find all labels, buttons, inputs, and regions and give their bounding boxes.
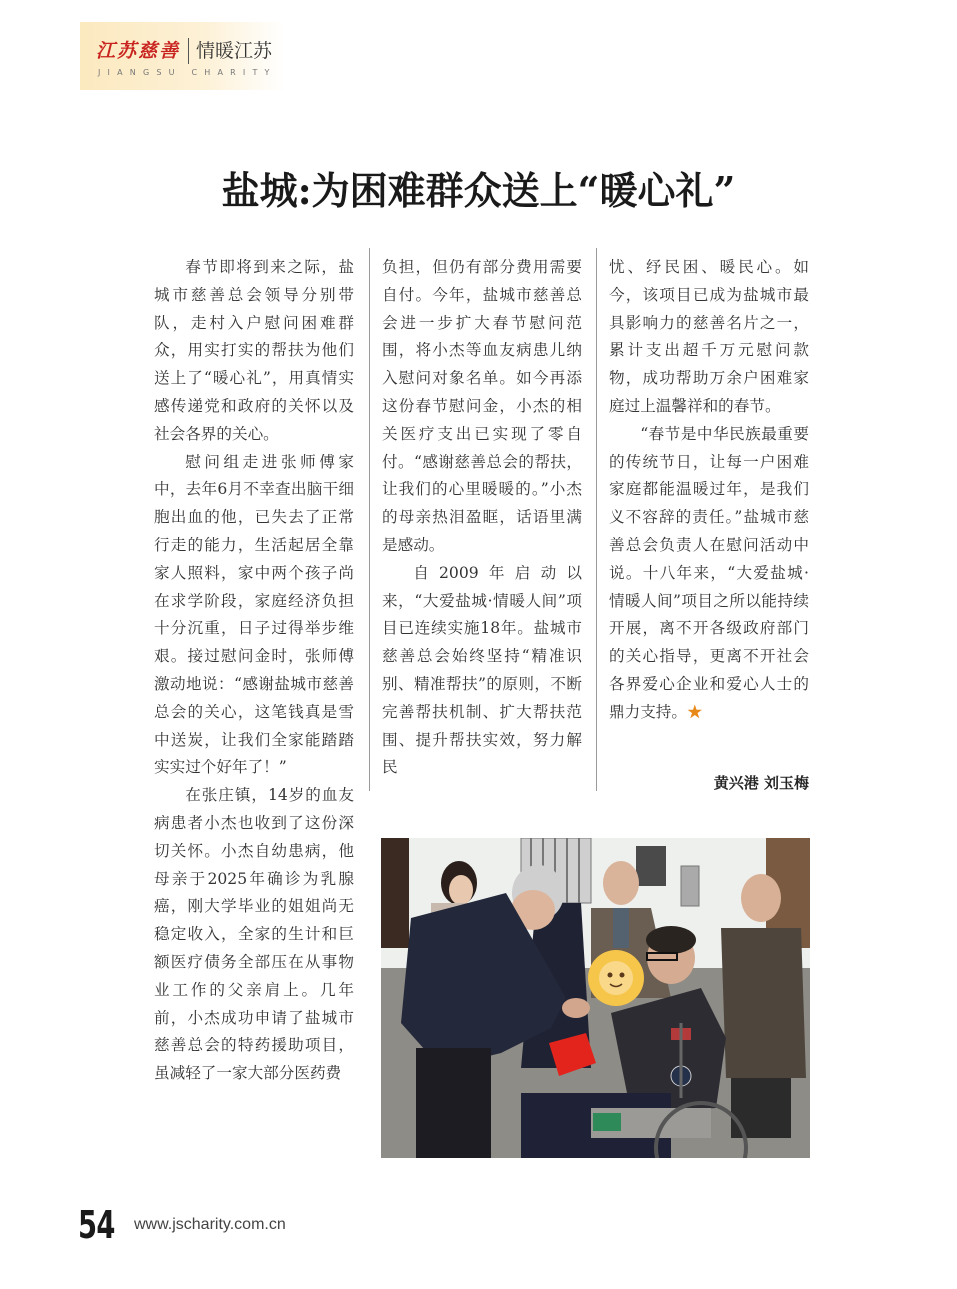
paragraph: 春节即将到来之际，盐城市慈善总会领导分别带队，走村入户慰问困难群众，用实打实的帮扶为他们送上了“暖心礼”，用真情实感传递党和政府的关怀以及社会各界的关心。 <box>154 258 354 443</box>
brand-logo-cn: 江苏慈善 <box>96 40 181 62</box>
paragraph: 自2009年启动以来，“大爱盐城·情暖人间”项目已连续实施18年。盐城市慈善总会始终坚持“精准识别、精准帮扶”的原则，不断完善帮扶机制、扩大帮扶范围、提升帮扶实效，努力解民 <box>382 563 582 777</box>
paragraph <box>609 421 809 727</box>
article-title: 盐城:为困难群众送上“暖心礼” <box>221 168 736 213</box>
news-photo <box>381 838 810 1158</box>
author-byline: 黄兴港 刘玉梅 <box>713 774 809 792</box>
paragraph: 忧、纾民困、暖民心。如今，该项目已成为盐城市最具影响力的慈善名片之一，累计支出超千万元慰问款物，成功帮助万余户困难家庭过上温馨祥和的春节。 <box>609 258 809 415</box>
photo-illustration <box>381 838 810 1158</box>
star-icon: ★ <box>686 702 703 721</box>
brand-divider <box>188 38 189 64</box>
section-name: 情暖江苏 <box>196 40 273 62</box>
article-column-1 <box>154 254 354 1088</box>
paragraph-text: “春节是中华民族最重要的传统节日，让每一户困难家庭都能温暖过年，是我们义不容辞的责任。”盐城市慈善总会负责人在慰问活动中说。十八年来，“大爱盐城·情暖人间”项目之所以能持续开展，离不开各级政府部门的关心指导，更离不开社会各界爱心企业和爱心人士的鼎力支持。 <box>609 424 809 721</box>
column-divider <box>369 248 370 791</box>
website-url: www.jscharity.com.cn <box>134 1216 286 1233</box>
page-number: 54 <box>78 1203 115 1247</box>
column-divider <box>596 248 597 791</box>
paragraph: 慰问组走进张师傅家中，去年6月不幸查出脑干细胞出血的他，已失去了正常行走的能力，生活起居全靠家人照料，家中两个孩子尚在求学阶段，家庭经济负担十分沉重，日子过得举步维艰。接过慰问金时，张师傅激动地说：“感谢盐城市慈善总会的关心，这笔钱真是雪中送炭，让我们全家能踏踏实实过个好年了！” <box>154 452 354 777</box>
article-column-2 <box>382 254 582 782</box>
paragraph: 在张庄镇，14岁的血友病患者小杰也收到了这份深切关怀。小杰自幼患病，他母亲于2025年确诊为乳腺癌，刚大学毕业的姐姐尚无稳定收入，全家的生计和巨额医疗债务全部压在从事物业工作的父亲肩上。几年前，小杰成功申请了盐城市慈善总会的特药援助项目，虽减轻了一家大部分医药费 <box>154 786 354 1083</box>
article-column-3 <box>609 254 809 727</box>
paragraph: 负担，但仍有部分费用需要自付。今年，盐城市慈善总会进一步扩大春节慰问范围，将小杰等血友病患儿纳入慰问对象名单。如今再添这份春节慰问金，小杰的相关医疗支出已实现了零自付。“感谢慈善总会的帮扶，让我们的心里暖暖的。”小杰的母亲热泪盈眶，话语里满是感动。 <box>382 258 582 554</box>
brand-logo-en: JIANGSU CHARITY <box>98 68 277 77</box>
